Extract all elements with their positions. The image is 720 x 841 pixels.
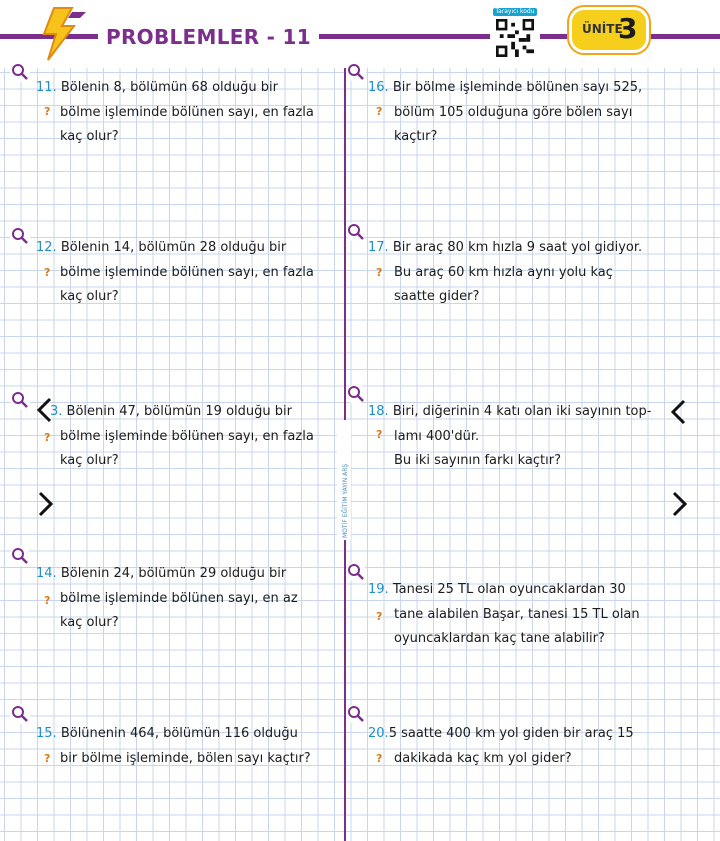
problem-line: 14. Bölenin 24, bölümün 29 olduğu bir [36,566,287,581]
problem-number: 19. [368,582,389,597]
problem-line: kaç olur? [60,289,119,304]
problem-line: 19. Tanesi 25 TL olan oyuncaklardan 30 [368,582,626,597]
question-icon: ? [44,266,51,279]
search-icon[interactable] [346,62,366,82]
problem-12 [36,236,322,310]
search-icon[interactable] [10,226,30,246]
problem-line: 16. Bir bölme işleminde bölünen sayı 525, [368,80,643,95]
qr-label: Tarayıcı kodu [493,8,537,16]
question-icon: ? [376,105,383,118]
problem-line: 11. Bölenin 8, bölümün 68 olduğu bir [36,80,278,95]
search-icon[interactable] [346,222,366,242]
problem-15 [36,722,326,771]
search-icon[interactable] [10,546,30,566]
problem-16 [368,76,658,150]
problem-line: dakikada kaç km yol gider? [394,750,572,766]
unit-badge [572,10,646,50]
problem-line: kaçtır? [394,129,438,144]
problem-number: 12. [36,240,57,255]
question-icon: ? [376,266,383,279]
search-icon[interactable] [346,562,366,582]
problem-number: 18. [368,404,389,419]
problem-line: bölüm 105 olduğuna göre bölen sayı [394,104,633,120]
problem-number: 20. [368,726,389,741]
problem-17 [368,236,658,310]
problem-line: saatte gider? [394,289,480,304]
search-icon[interactable] [346,384,366,404]
search-icon[interactable] [10,390,30,410]
side-text: MOTİF EĞİTİM YAYIN ARŞ [342,463,349,538]
problem-line: Bu araç 60 km hızla aynı yolu kaç [394,264,613,280]
problem-number: 15. [36,726,57,741]
problem-line: bölme işleminde bölünen sayı, en az [60,590,298,606]
problem-number: 14. [36,566,57,581]
qr-code-icon [496,19,534,57]
problem-number: 16. [368,80,389,95]
question-icon: ? [44,105,51,118]
problem-line: lamı 400'dür. [394,428,480,444]
chevron-right-icon[interactable] [668,490,690,518]
question-icon: ? [376,752,383,765]
problem-number: 3. [50,404,63,419]
question-icon: ? [44,752,51,765]
problem-line: bölme işleminde bölünen sayı, en fazla [60,104,314,120]
problem-number: 17. [368,240,389,255]
lightning-logo-icon [28,4,88,62]
problem-line: tane alabilen Başar, tanesi 15 TL olan [394,606,640,622]
problem-11 [36,76,322,150]
search-icon[interactable] [10,704,30,724]
problem-line: 20.5 saatte 400 km yol giden bir araç 15 [368,726,634,741]
search-icon[interactable] [346,704,366,724]
problem-line: 18. Biri, diğerinin 4 katı olan iki sayının top- [368,404,652,419]
unit-number: 3 [618,12,638,45]
question-icon: ? [44,431,51,444]
problem-13 [50,400,322,474]
problem-20 [368,722,664,771]
question-icon: ? [376,610,383,623]
problem-line: Bu iki sayının farkı kaçtır? [394,453,561,468]
question-icon: ? [44,594,51,607]
problem-line: oyuncaklardan kaç tane alabilir? [394,631,605,646]
problem-line: kaç olur? [60,615,119,630]
search-icon[interactable] [10,62,30,82]
problem-number: 11. [36,80,57,95]
problem-line: 12. Bölenin 14, bölümün 28 olduğu bir [36,240,287,255]
chevron-left-icon[interactable] [34,396,56,424]
chevron-left-icon[interactable] [668,398,690,426]
problem-18 [368,400,664,474]
problem-line: 3. Bölenin 47, bölümün 19 olduğu bir [50,404,292,419]
question-icon: ? [376,428,383,441]
problem-line: 17. Bir araç 80 km hızla 9 saat yol gidiyor. [368,240,643,255]
problem-line: kaç olur? [60,453,119,468]
problem-19 [368,578,664,652]
page-title: PROBLEMLER - 11 [98,22,319,52]
unit-label: ÜNİTE [582,22,623,36]
problem-line: kaç olur? [60,129,119,144]
qr-block[interactable] [490,8,540,62]
problem-line: bir bölme işleminde, bölen sayı kaçtır? [60,750,311,766]
vertical-side-text [337,420,351,540]
chevron-right-icon[interactable] [34,490,56,518]
problem-line: bölme işleminde bölünen sayı, en fazla [60,428,314,444]
problem-line: 15. Bölünenin 464, bölümün 116 olduğu [36,726,298,741]
problem-line: bölme işleminde bölünen sayı, en fazla [60,264,314,280]
problem-14 [36,562,322,636]
